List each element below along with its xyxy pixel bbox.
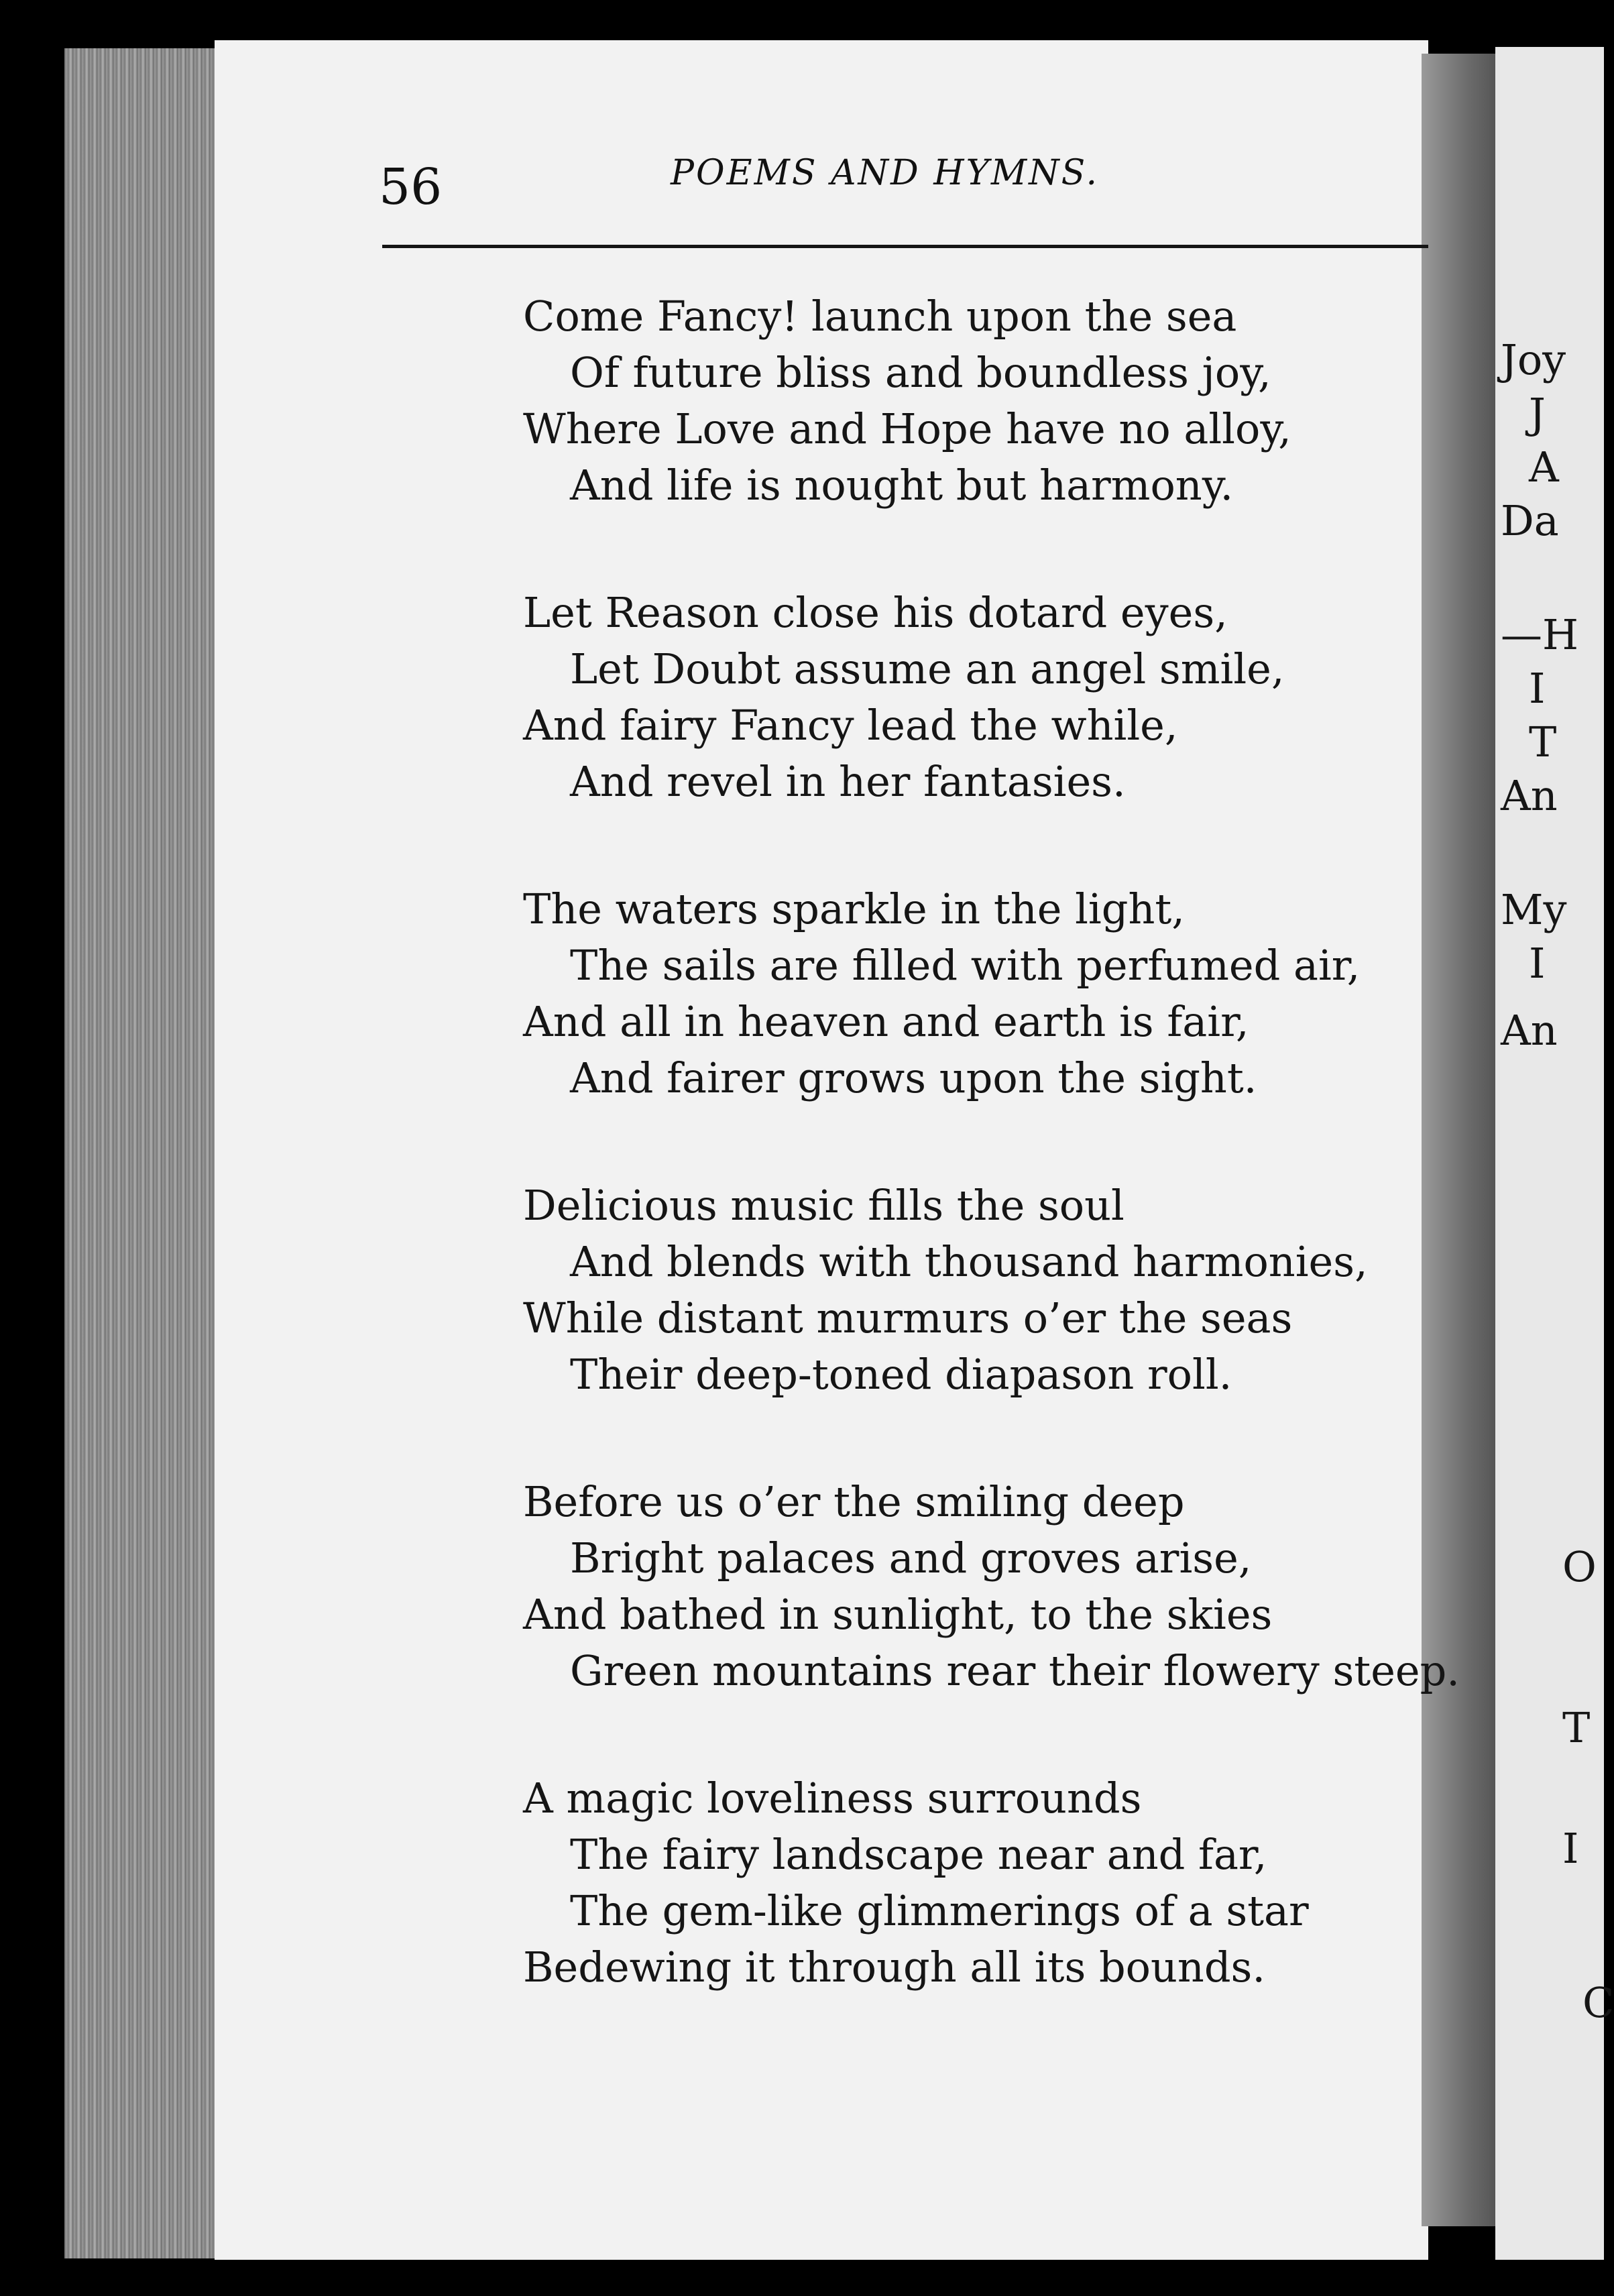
next-page-fragment: J (1529, 389, 1546, 438)
poem-line: A magic loveliness surrounds (523, 1774, 1142, 1823)
poem-line: While distant murmurs o’er the seas (523, 1294, 1293, 1342)
poem-line: And life is nought but harmony. (570, 461, 1234, 510)
poem-line: And bathed in sunlight, to the skies (523, 1590, 1273, 1639)
page-number: 56 (379, 158, 443, 216)
next-page-fragment: T (1529, 718, 1557, 766)
next-page-fragment: —H (1501, 610, 1579, 659)
poem-line: The sails are filled with perfumed air, (570, 941, 1361, 990)
next-page-fragment: O (1562, 1542, 1597, 1591)
next-page-fragment: My (1501, 885, 1567, 934)
next-page-edge (1495, 47, 1614, 2260)
poem-stanza (523, 1770, 1448, 1996)
next-page-fragment: A (1529, 443, 1559, 492)
next-page-fragment: T (1562, 1703, 1591, 1752)
poem-line: And fairer grows upon the sight. (570, 1053, 1257, 1102)
poem-line: The gem-like glimmerings of a star (570, 1886, 1309, 1935)
poem-line: Let Reason close his dotard eyes, (523, 588, 1228, 637)
next-page-fragment: I (1562, 1824, 1579, 1873)
poem-line: The waters sparkle in the light, (523, 884, 1186, 933)
poem-line: The fairy landscape near and far, (570, 1830, 1267, 1879)
poem-stanza (523, 1474, 1460, 1699)
poem-line: Bedewing it through all its bounds. (523, 1943, 1266, 1992)
poem-stanza (523, 881, 1448, 1106)
poem-line: And revel in her fantasies. (570, 757, 1126, 806)
poem-line: And blends with thousand harmonies, (570, 1237, 1368, 1286)
next-page-fragment: An (1501, 1006, 1558, 1055)
poem-line: Delicious music fills the soul (523, 1181, 1125, 1230)
next-page-fragment: Joy (1501, 335, 1566, 384)
next-page-fragment: I (1529, 939, 1546, 988)
header-rule (382, 245, 1428, 248)
next-page-fragment: An (1501, 771, 1558, 820)
next-page-fragment: Da (1501, 496, 1559, 545)
poem-line: Green mountains rear their flowery steep. (570, 1646, 1460, 1695)
poem-stanza (523, 1178, 1448, 1403)
poem-line: Their deep-toned diapason roll. (570, 1350, 1232, 1399)
poem-line: Let Doubt assume an angel smile, (570, 644, 1285, 693)
poem-line: Come Fancy! launch upon the sea (523, 292, 1237, 341)
poem-stanza (523, 585, 1448, 810)
poem-stanza (523, 288, 1448, 514)
running-head: POEMS AND HYMNS. (671, 153, 1099, 193)
poem-line: Bright palaces and groves arise, (570, 1534, 1252, 1583)
next-page-fragment: I (1529, 664, 1546, 713)
poem-body (523, 288, 1460, 2067)
poem-line: Of future bliss and boundless joy, (570, 348, 1271, 397)
page-edges (64, 48, 219, 2258)
poem-line: And all in heaven and earth is fair, (523, 997, 1249, 1046)
next-page-fragment: C (1582, 1978, 1614, 2027)
poem-line: Before us o’er the smiling deep (523, 1477, 1185, 1526)
poem-line: Where Love and Hope have no alloy, (523, 404, 1291, 453)
poem-line: And fairy Fancy lead the while, (523, 701, 1178, 750)
